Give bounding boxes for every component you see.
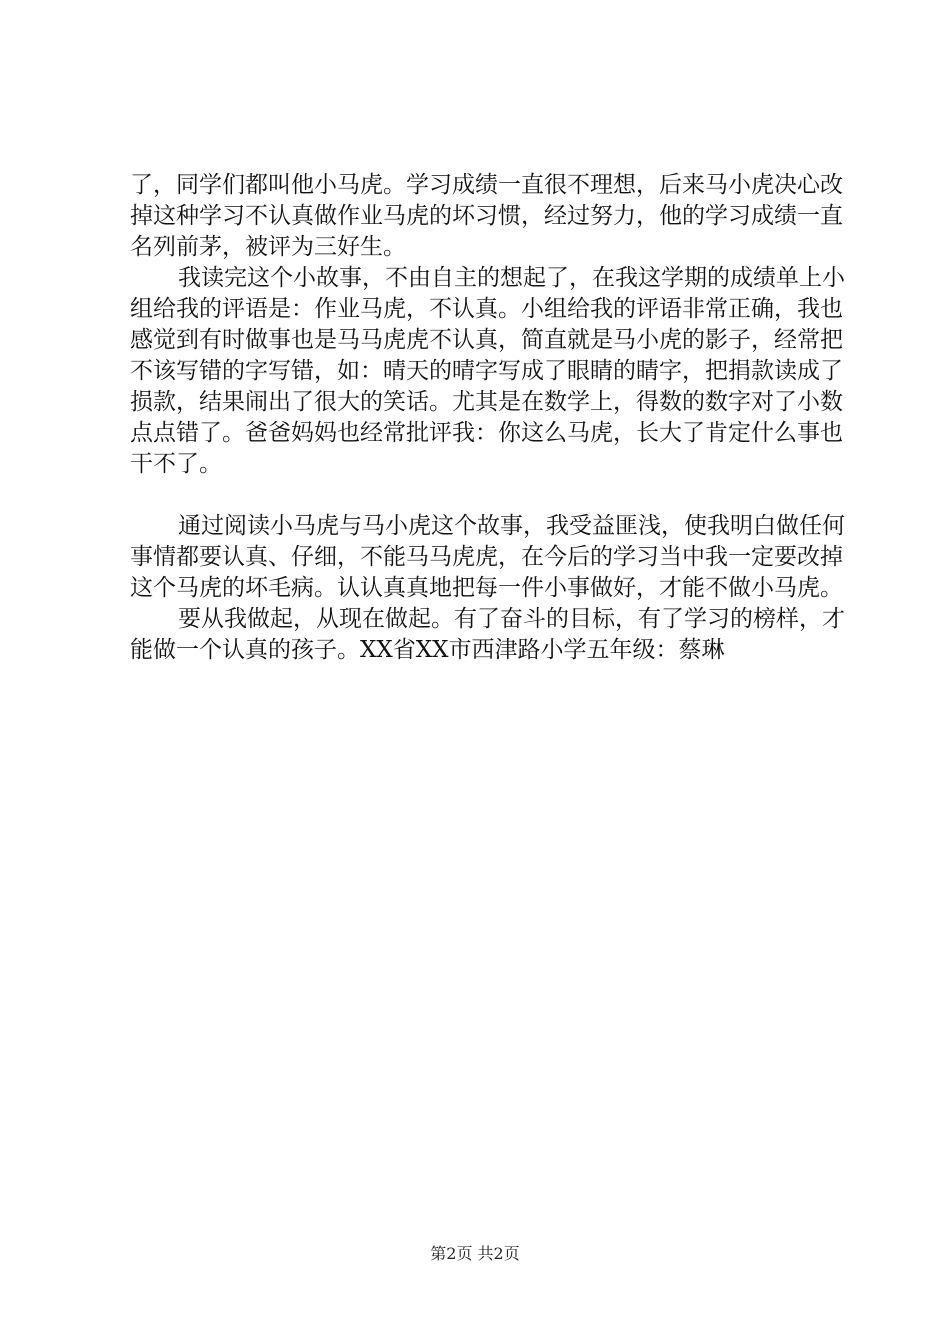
paragraph-story-continuation: 了，同学们都叫他小马虎。学习成绩一直很不理想，后来马小虎决心改掉这种学习不认真做作业马虎的坏习惯，经过努力，他的学习成绩一直名列前茅，被评为三好生。 xyxy=(130,172,843,260)
page-number-footer: 第2页 共2页 xyxy=(430,1244,520,1263)
paragraph-lesson: 通过阅读小马虎与马小虎这个故事，我受益匪浅，使我明白做任何事情都要认真、仔细，不能马马虎虎，在今后的学习当中我一定要改掉这个马虎的坏毛病。认认真真地把每一件小事做好，才能不做小马虎。 xyxy=(130,513,845,601)
document-body xyxy=(130,170,850,666)
paragraph-gap xyxy=(130,480,850,511)
paragraph-conclusion-signature: 要从我做起，从现在做起。有了奋斗的目标，有了学习的榜样，才能做一个认真的孩子。XX省XX市西津路小学五年级：蔡琳 xyxy=(130,606,845,663)
paragraph-reflection: 我读完这个小故事，不由自主的想起了，在我这学期的成绩单上小组给我的评语是：作业马虎，不认真。小组给我的评语非常正确，我也感觉到有时做事也是马马虎虎不认真，简直就是马小虎的影子，经常把不该写错的字写错，如：晴天的晴字写成了眼睛的睛字，把捐款读成了损款，结果闹出了很大的笑话。尤其是在数学上，得数的数字对了小数点点错了。爸爸妈妈也经常批评我：你这么马虎，长大了肯定什么事也干不了。 xyxy=(130,265,845,477)
